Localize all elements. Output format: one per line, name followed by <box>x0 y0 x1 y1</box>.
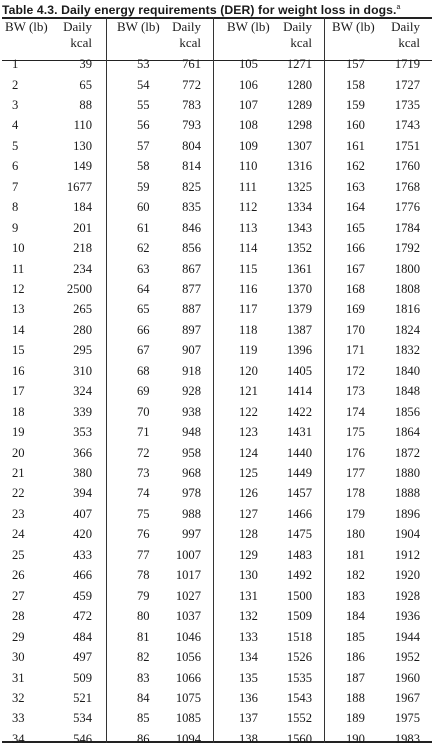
bw-cell: 84 <box>137 690 150 705</box>
bw-cell: 130 <box>239 568 258 583</box>
bw-cell: 171 <box>346 343 365 358</box>
kcal-cell: 1735 <box>394 97 420 112</box>
kcal-cell: 1449 <box>286 466 312 480</box>
bw-cell: 17 <box>12 384 25 399</box>
header-kcal-line1: Daily <box>172 19 201 34</box>
bw-cell: 168 <box>346 281 365 296</box>
kcal-cell: 280 <box>73 322 92 337</box>
kcal-cell: 1037 <box>175 609 201 624</box>
bw-cell: 111 <box>239 179 257 194</box>
bw-cell: 2 <box>12 77 19 92</box>
kcal-cell: 1967 <box>394 690 420 705</box>
kcal-cell: 1298 <box>286 118 312 133</box>
bw-cell: 109 <box>239 138 258 153</box>
kcal-cell: 1677 <box>66 179 92 194</box>
bw-cell: 60 <box>137 200 150 215</box>
kcal-cell: 1896 <box>394 506 420 521</box>
bw-cell: 24 <box>12 527 25 542</box>
header-kcal-line1: Daily <box>391 19 420 34</box>
bw-cell: 107 <box>239 97 258 112</box>
kcal-cell: 1727 <box>394 77 420 92</box>
kcal-cell: 1396 <box>286 343 312 358</box>
bw-cell: 127 <box>239 506 258 521</box>
kcal-cell: 546 <box>73 731 92 746</box>
bw-cell: 21 <box>12 466 25 480</box>
bw-cell: 134 <box>239 650 258 664</box>
kcal-cell: 1387 <box>286 322 312 337</box>
bw-cell: 121 <box>239 384 258 399</box>
kcal-cell: 1325 <box>286 179 312 194</box>
kcal-cell: 130 <box>73 138 92 153</box>
kcal-cell: 1920 <box>394 568 420 583</box>
bw-cell: 3 <box>12 97 19 112</box>
kcal-cell: 1719 <box>394 57 420 71</box>
header-bw: BW (lb) <box>5 19 48 34</box>
kcal-cell: 1543 <box>286 690 312 705</box>
kcal-cell: 184 <box>73 200 92 215</box>
kcal-cell: 1832 <box>394 343 420 358</box>
table-caption: Daily energy requirements (DER) for weight loss in dogs. <box>61 3 397 17</box>
kcal-cell: 887 <box>182 302 201 317</box>
bw-cell: 10 <box>12 241 25 255</box>
kcal-cell: 1492 <box>286 568 312 583</box>
bw-cell: 67 <box>137 343 150 358</box>
bw-cell: 4 <box>12 118 19 133</box>
bw-cell: 59 <box>137 179 150 194</box>
kcal-cell: 846 <box>182 220 201 235</box>
bw-cell: 189 <box>346 711 365 726</box>
kcal-cell: 1912 <box>394 547 420 562</box>
kcal-cell: 339 <box>73 404 92 419</box>
kcal-cell: 1483 <box>286 547 312 562</box>
kcal-cell: 265 <box>73 302 92 317</box>
kcal-cell: 1800 <box>394 261 420 276</box>
kcal-cell: 1743 <box>394 118 420 133</box>
bw-cell: 159 <box>346 97 365 112</box>
bw-cell: 34 <box>12 731 25 746</box>
kcal-cell: 1856 <box>394 404 420 419</box>
bw-cell: 58 <box>137 159 150 174</box>
kcal-cell: 1066 <box>175 670 201 685</box>
bw-cell: 70 <box>137 404 150 419</box>
bw-cell: 18 <box>12 404 25 419</box>
bw-cell: 65 <box>137 302 150 317</box>
bw-cell: 137 <box>239 711 258 726</box>
bw-cell: 62 <box>137 241 150 255</box>
bw-cell: 117 <box>239 302 258 317</box>
header-kcal-line2: kcal <box>290 35 312 50</box>
kcal-cell: 772 <box>182 77 201 92</box>
bw-cell: 170 <box>346 322 365 337</box>
bw-cell: 73 <box>137 466 150 480</box>
bw-cell: 123 <box>239 425 258 440</box>
bw-cell: 164 <box>346 200 365 215</box>
bw-cell: 158 <box>346 77 365 92</box>
bw-cell: 105 <box>239 57 258 71</box>
bw-cell: 179 <box>346 506 365 521</box>
header-bw: BW (lb) <box>117 19 160 34</box>
kcal-cell: 1352 <box>286 241 312 255</box>
kcal-cell: 1027 <box>175 588 201 603</box>
bw-cell: 8 <box>12 200 19 215</box>
kcal-cell: 1776 <box>394 200 420 215</box>
kcal-cell: 1960 <box>394 670 420 685</box>
kcal-cell: 484 <box>73 629 92 644</box>
kcal-cell: 1928 <box>394 588 420 603</box>
kcal-cell: 1056 <box>175 650 201 664</box>
kcal-cell: 110 <box>73 118 92 133</box>
bw-cell: 71 <box>137 425 150 440</box>
bw-cell: 19 <box>12 425 25 440</box>
kcal-cell: 877 <box>182 281 201 296</box>
bw-cell: 120 <box>239 363 258 378</box>
kcal-cell: 1316 <box>286 159 312 174</box>
bw-cell: 161 <box>346 138 365 153</box>
kcal-cell: 1007 <box>175 547 201 562</box>
bw-cell: 114 <box>239 241 258 255</box>
kcal-cell: 2500 <box>66 281 92 296</box>
kcal-cell: 1085 <box>175 711 201 726</box>
kcal-cell: 907 <box>182 343 201 358</box>
bw-cell: 131 <box>239 588 258 603</box>
bw-cell: 61 <box>137 220 150 235</box>
kcal-cell: 1075 <box>175 690 201 705</box>
kcal-cell: 39 <box>79 57 92 71</box>
kcal-cell: 380 <box>73 466 92 480</box>
kcal-cell: 218 <box>73 241 92 255</box>
kcal-cell: 938 <box>182 404 201 419</box>
bw-cell: 190 <box>346 731 365 746</box>
bw-cell: 54 <box>137 77 150 92</box>
kcal-cell: 1361 <box>286 261 312 276</box>
bw-cell: 138 <box>239 731 258 746</box>
kcal-cell: 149 <box>73 159 92 174</box>
bw-cell: 1 <box>12 57 19 71</box>
kcal-cell: 988 <box>182 506 201 521</box>
bw-cell: 173 <box>346 384 365 399</box>
kcal-cell: 65 <box>79 77 92 92</box>
kcal-cell: 1017 <box>175 568 201 583</box>
header-kcal-line1: Daily <box>283 19 312 34</box>
bw-cell: 11 <box>12 261 25 276</box>
bw-cell: 183 <box>346 588 365 603</box>
kcal-cell: 1370 <box>286 281 312 296</box>
kcal-cell: 958 <box>182 445 201 460</box>
kcal-cell: 1864 <box>394 425 420 440</box>
kcal-cell: 407 <box>73 506 92 521</box>
kcal-cell: 1405 <box>286 363 312 378</box>
kcal-cell: 1888 <box>394 486 420 501</box>
bw-cell: 81 <box>137 629 150 644</box>
kcal-cell: 1422 <box>286 404 312 419</box>
kcal-cell: 1518 <box>286 629 312 644</box>
bw-cell: 167 <box>346 261 365 276</box>
bw-cell: 23 <box>12 506 25 521</box>
bw-cell: 31 <box>12 670 25 685</box>
bw-cell: 77 <box>137 547 150 562</box>
bw-cell: 119 <box>239 343 258 358</box>
bw-cell: 22 <box>12 486 25 501</box>
kcal-cell: 948 <box>182 425 201 440</box>
kcal-cell: 509 <box>73 670 92 685</box>
bw-cell: 6 <box>12 159 19 174</box>
kcal-cell: 1751 <box>394 138 420 153</box>
bw-cell: 176 <box>346 445 365 460</box>
bw-cell: 82 <box>137 650 150 664</box>
kcal-cell: 783 <box>182 97 201 112</box>
kcal-cell: 295 <box>73 343 92 358</box>
kcal-cell: 814 <box>182 159 201 174</box>
bw-cell: 29 <box>12 629 25 644</box>
kcal-cell: 1094 <box>175 731 201 746</box>
bw-cell: 116 <box>239 281 258 296</box>
kcal-cell: 1343 <box>286 220 312 235</box>
bw-cell: 133 <box>239 629 258 644</box>
bw-cell: 115 <box>239 261 258 276</box>
kcal-cell: 1952 <box>394 650 420 664</box>
bw-cell: 128 <box>239 527 258 542</box>
bw-cell: 177 <box>346 466 365 480</box>
bw-cell: 75 <box>137 506 150 521</box>
kcal-cell: 1307 <box>286 138 312 153</box>
bw-cell: 14 <box>12 322 25 337</box>
bw-cell: 136 <box>239 690 258 705</box>
kcal-cell: 1792 <box>394 241 420 255</box>
kcal-cell: 88 <box>79 97 92 112</box>
kcal-cell: 1466 <box>286 506 312 521</box>
kcal-cell: 1983 <box>394 731 420 746</box>
kcal-cell: 835 <box>182 200 201 215</box>
bw-cell: 7 <box>12 179 19 194</box>
kcal-cell: 1872 <box>394 445 420 460</box>
footnote-marker: a <box>396 4 401 11</box>
bw-cell: 172 <box>346 363 365 378</box>
kcal-cell: 1824 <box>394 322 420 337</box>
kcal-cell: 472 <box>73 609 92 624</box>
kcal-cell: 804 <box>182 138 201 153</box>
kcal-cell: 234 <box>73 261 92 276</box>
bw-cell: 12 <box>12 281 25 296</box>
kcal-cell: 310 <box>73 363 92 378</box>
bw-cell: 110 <box>239 159 258 174</box>
bw-cell: 124 <box>239 445 258 460</box>
bw-cell: 85 <box>137 711 150 726</box>
bw-cell: 33 <box>12 711 25 726</box>
bw-cell: 129 <box>239 547 258 562</box>
bw-cell: 69 <box>137 384 150 399</box>
kcal-cell: 1440 <box>286 445 312 460</box>
bw-cell: 57 <box>137 138 150 153</box>
bw-cell: 72 <box>137 445 150 460</box>
bw-cell: 30 <box>12 650 25 664</box>
kcal-cell: 867 <box>182 261 201 276</box>
kcal-cell: 1880 <box>394 466 420 480</box>
bw-cell: 13 <box>12 302 25 317</box>
kcal-cell: 1334 <box>286 200 312 215</box>
kcal-cell: 1271 <box>286 57 312 71</box>
bw-cell: 68 <box>137 363 150 378</box>
bw-cell: 56 <box>137 118 150 133</box>
kcal-cell: 1975 <box>394 711 420 726</box>
kcal-cell: 1944 <box>394 629 420 644</box>
kcal-cell: 997 <box>182 527 201 542</box>
bw-cell: 113 <box>239 220 258 235</box>
bw-cell: 83 <box>137 670 150 685</box>
bw-cell: 169 <box>346 302 365 317</box>
bw-cell: 122 <box>239 404 258 419</box>
bw-cell: 187 <box>346 670 365 685</box>
bw-cell: 166 <box>346 241 365 255</box>
kcal-cell: 1280 <box>286 77 312 92</box>
header-bw: BW (lb) <box>227 19 270 34</box>
bw-cell: 188 <box>346 690 365 705</box>
bw-cell: 186 <box>346 650 365 664</box>
bw-cell: 112 <box>239 200 258 215</box>
kcal-cell: 521 <box>73 690 92 705</box>
bw-cell: 64 <box>137 281 150 296</box>
kcal-cell: 825 <box>182 179 201 194</box>
kcal-cell: 534 <box>73 711 92 726</box>
kcal-cell: 366 <box>73 445 92 460</box>
bw-cell: 9 <box>12 220 19 235</box>
kcal-cell: 1289 <box>286 97 312 112</box>
bw-cell: 53 <box>137 57 150 71</box>
kcal-cell: 1784 <box>394 220 420 235</box>
bw-cell: 180 <box>346 527 365 542</box>
bw-cell: 165 <box>346 220 365 235</box>
bw-cell: 20 <box>12 445 25 460</box>
kcal-cell: 856 <box>182 241 201 255</box>
bw-cell: 79 <box>137 588 150 603</box>
kcal-cell: 1552 <box>286 711 312 726</box>
kcal-cell: 1379 <box>286 302 312 317</box>
bw-cell: 32 <box>12 690 25 705</box>
bw-cell: 126 <box>239 486 258 501</box>
bw-cell: 175 <box>346 425 365 440</box>
bw-cell: 74 <box>137 486 150 501</box>
bw-cell: 63 <box>137 261 150 276</box>
kcal-cell: 978 <box>182 486 201 501</box>
header-kcal-line2: kcal <box>179 35 201 50</box>
kcal-cell: 394 <box>73 486 92 501</box>
kcal-cell: 1414 <box>286 384 312 399</box>
kcal-cell: 1840 <box>394 363 420 378</box>
bw-cell: 181 <box>346 547 365 562</box>
kcal-cell: 1526 <box>286 650 312 664</box>
kcal-cell: 928 <box>182 384 201 399</box>
bw-cell: 184 <box>346 609 365 624</box>
kcal-cell: 420 <box>73 527 92 542</box>
kcal-cell: 433 <box>73 547 92 562</box>
kcal-cell: 201 <box>73 220 92 235</box>
kcal-cell: 897 <box>182 322 201 337</box>
bw-cell: 16 <box>12 363 25 378</box>
bw-cell: 106 <box>239 77 258 92</box>
kcal-cell: 1535 <box>286 670 312 685</box>
kcal-cell: 466 <box>73 568 92 583</box>
kcal-cell: 1904 <box>394 527 420 542</box>
bw-cell: 80 <box>137 609 150 624</box>
kcal-cell: 1936 <box>394 609 420 624</box>
bw-cell: 27 <box>12 588 25 603</box>
bw-cell: 5 <box>12 138 19 153</box>
header-kcal-line2: kcal <box>398 35 420 50</box>
kcal-cell: 1816 <box>394 302 420 317</box>
kcal-cell: 459 <box>73 588 92 603</box>
kcal-cell: 1457 <box>286 486 312 501</box>
bw-cell: 182 <box>346 568 365 583</box>
kcal-cell: 497 <box>73 650 92 664</box>
bw-cell: 25 <box>12 547 25 562</box>
bw-cell: 28 <box>12 609 25 624</box>
bw-cell: 78 <box>137 568 150 583</box>
kcal-cell: 1475 <box>286 527 312 542</box>
bw-cell: 163 <box>346 179 365 194</box>
bw-cell: 66 <box>137 322 150 337</box>
bw-cell: 118 <box>239 322 258 337</box>
kcal-cell: 1431 <box>286 425 312 440</box>
bw-cell: 157 <box>346 57 365 71</box>
bw-cell: 162 <box>346 159 365 174</box>
bw-cell: 86 <box>137 731 150 746</box>
bw-cell: 108 <box>239 118 258 133</box>
bw-cell: 178 <box>346 486 365 501</box>
table-label: Table 4.3. <box>2 3 58 17</box>
kcal-cell: 1509 <box>286 609 312 624</box>
header-bw: BW (lb) <box>332 19 375 34</box>
header-kcal-line1: Daily <box>63 19 92 34</box>
kcal-cell: 1848 <box>394 384 420 399</box>
kcal-cell: 1500 <box>286 588 312 603</box>
bw-cell: 185 <box>346 629 365 644</box>
kcal-cell: 918 <box>182 363 201 378</box>
kcal-cell: 1768 <box>394 179 420 194</box>
header-kcal-line2: kcal <box>70 35 92 50</box>
bw-cell: 135 <box>239 670 258 685</box>
bw-cell: 76 <box>137 527 150 542</box>
kcal-cell: 1046 <box>175 629 201 644</box>
kcal-cell: 761 <box>182 57 201 71</box>
bw-cell: 55 <box>137 97 150 112</box>
bw-cell: 160 <box>346 118 365 133</box>
bw-cell: 174 <box>346 404 365 419</box>
kcal-cell: 353 <box>73 425 92 440</box>
bw-cell: 125 <box>239 466 258 480</box>
kcal-cell: 793 <box>182 118 201 133</box>
kcal-cell: 324 <box>73 384 92 399</box>
kcal-cell: 1760 <box>394 159 420 174</box>
kcal-cell: 968 <box>182 466 201 480</box>
kcal-cell: 1560 <box>286 731 312 746</box>
bw-cell: 132 <box>239 609 258 624</box>
bw-cell: 15 <box>12 343 25 358</box>
bw-cell: 26 <box>12 568 25 583</box>
kcal-cell: 1808 <box>394 281 420 296</box>
